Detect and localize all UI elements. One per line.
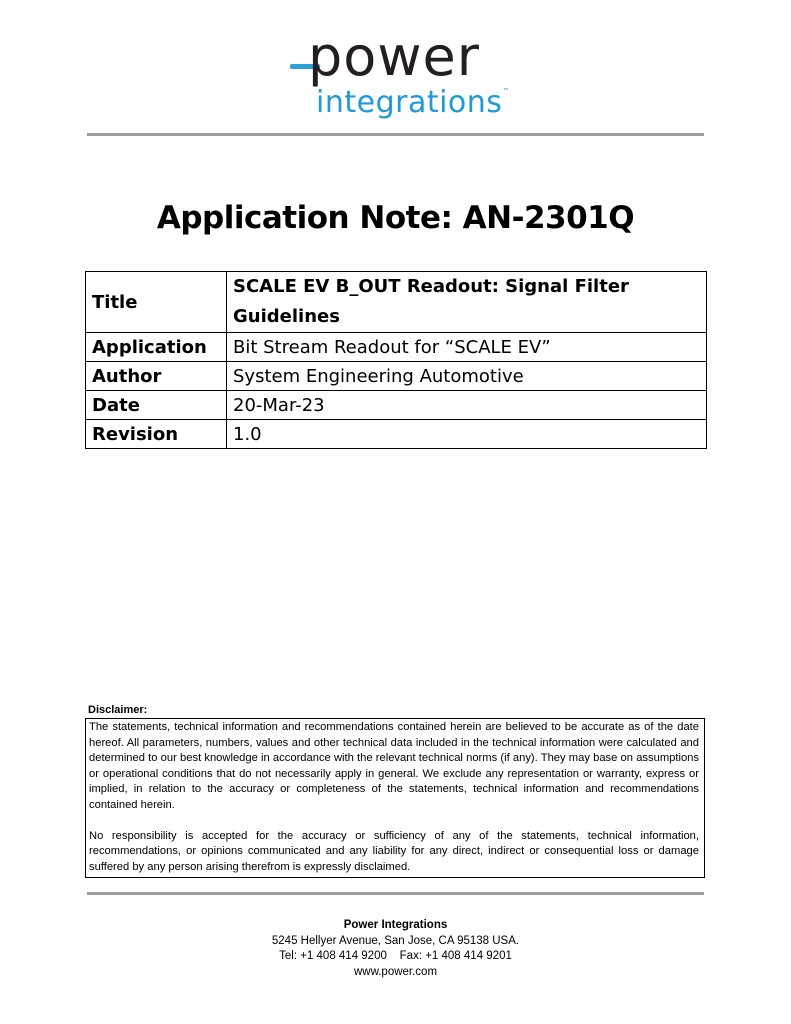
disclaimer-box [85,718,705,878]
info-row-author [86,362,707,391]
document-info-table [85,271,707,449]
info-row-application [86,333,707,362]
info-value-title: SCALE EV B_OUT Readout: Signal Filter Guidelines [227,272,707,333]
info-value-author: System Engineering Automotive [227,362,707,391]
footer-phone-fax: Tel: +1 408 414 9200 Fax: +1 408 414 9201 [279,950,512,962]
info-label-title: Title [86,272,227,333]
info-value-revision: 1.0 [227,420,707,449]
info-label-author: Author [86,362,227,391]
info-row-revision [86,420,707,449]
info-value-application: Bit Stream Readout for “SCALE EV” [227,333,707,362]
power-integrations-logo [286,25,536,130]
header-divider [87,133,704,136]
info-label-revision: Revision [86,420,227,449]
footer-divider [87,892,704,895]
disclaimer-heading: Disclaimer: [88,704,148,716]
info-row-title [86,272,707,333]
page-title: Application Note: AN-2301Q [156,200,635,236]
logo-trademark: ™ [502,87,510,95]
footer-address: 5245 Hellyer Avenue, San Jose, CA 95138 USA. [271,934,520,947]
info-value-date: 20-Mar-23 [227,391,707,420]
info-label-application: Application [86,333,227,362]
logo-integrations-text: integrations [316,85,503,120]
info-row-date [86,391,707,420]
footer [0,918,791,980]
logo-word-integrations [316,85,510,120]
footer-company: Power Integrations [343,919,448,931]
disclaimer-paragraph-1: The statements, technical information and recommendations contained herein are believed to be accurate as of the date hereof. All parameters, numbers, values and other technical data included in the technical information were calculated and determined to our best knowledge in accordance with the relevant technical norms (if any). They may base on assumptions or operational conditions that do not necessarily apply in general. We exclude any representation or warranty, express or implied, in relation to the accuracy or completeness of the statements, technical information and recommendations contained herein. [89,721,699,811]
logo-word-power: power [308,25,480,88]
footer-website: www.power.com [353,965,438,978]
info-label-date: Date [86,391,227,420]
disclaimer-paragraph-2: No responsibility is accepted for the accuracy or sufficiency of any of the statements, technical information, recommendations, or opinions communicated and any liability for any direct, indirect or consequential loss or damage suffered by any person arising therefrom is expressly disclaimed. [89,829,699,873]
